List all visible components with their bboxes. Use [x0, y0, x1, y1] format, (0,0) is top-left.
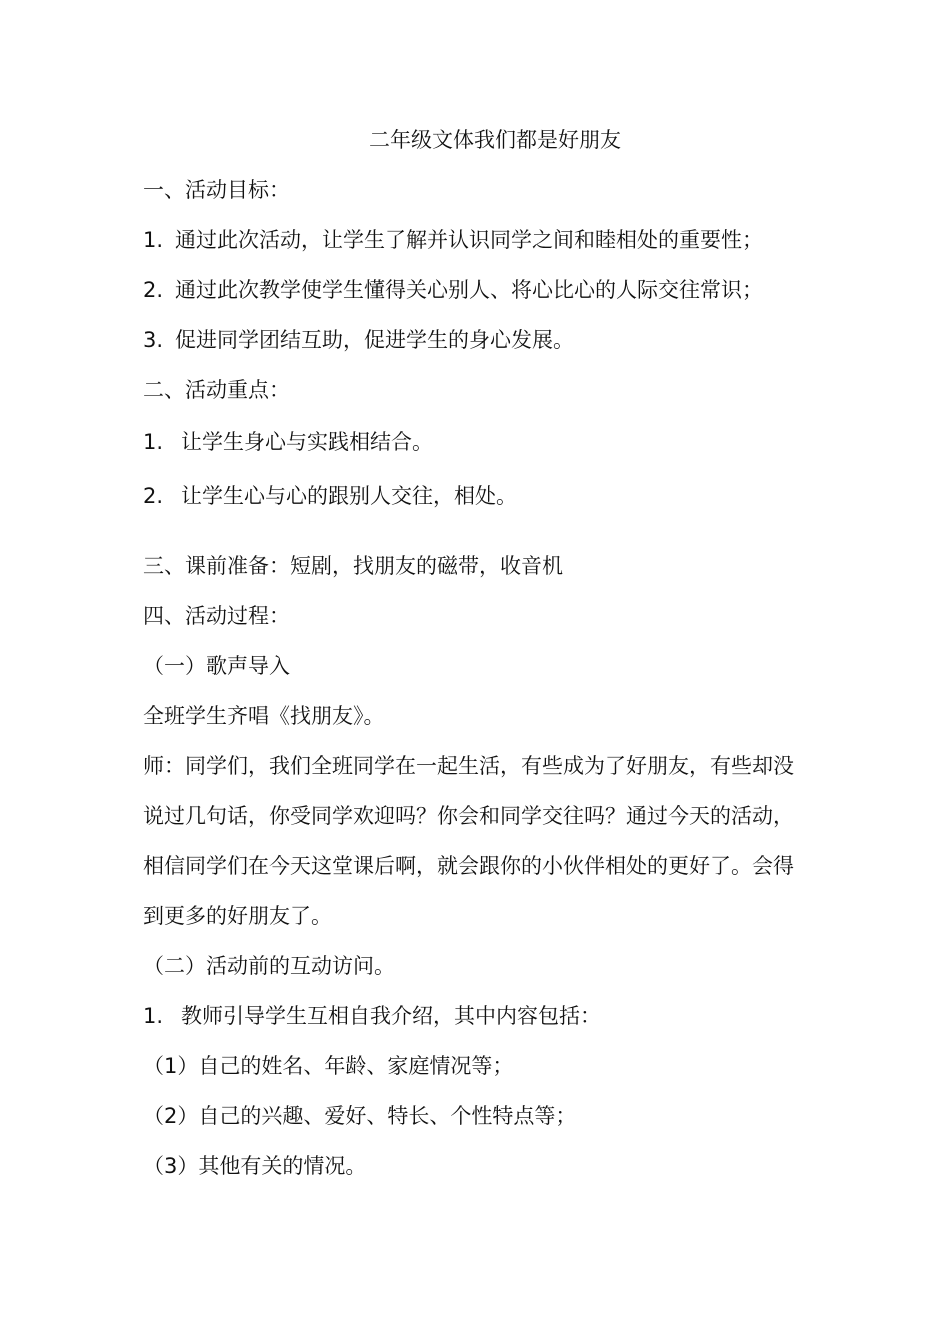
section-heading-process: 四、活动过程： [143, 604, 290, 628]
focus-item [143, 482, 517, 510]
section-heading-focus: 二、活动重点： [143, 378, 290, 402]
goal-item-text: 促进同学团结互助，促进学生的身心发展。 [175, 328, 574, 352]
focus-item-text: 让学生身心与实践相结合。 [181, 430, 433, 454]
section-heading-goals: 一、活动目标： [143, 178, 290, 202]
focus-item-number: 2. [143, 484, 164, 508]
paragraph: 全班学生齐唱《找朋友》。 [143, 704, 385, 728]
paragraph-line: 说过几句话，你受同学欢迎吗？你会和同学交往吗？通过今天的活动， [143, 804, 794, 828]
goal-item-number: 3. [143, 328, 164, 352]
subsection-heading-song: （一）歌声导入 [143, 654, 290, 678]
paragraph-line: 相信同学们在今天这堂课后啊，就会跟你的小伙伴相处的更好了。会得 [143, 854, 794, 878]
interview-subitem: （2）自己的兴趣、爱好、特长、个性特点等； [143, 1104, 577, 1128]
subsection-heading-interview: （二）活动前的互动访问。 [143, 954, 395, 978]
interview-item-number: 1. [143, 1004, 164, 1028]
interview-subitem: （1）自己的姓名、年龄、家庭情况等； [143, 1054, 514, 1078]
goal-item [143, 326, 574, 354]
interview-item [143, 1002, 601, 1030]
interview-item-text: 教师引导学生互相自我介绍，其中内容包括： [181, 1004, 601, 1028]
goal-item [143, 226, 763, 254]
document-title: 二年级文体我们都是好朋友 [369, 128, 621, 152]
focus-item-number: 1. [143, 430, 164, 454]
paragraph-line: 到更多的好朋友了。 [143, 904, 332, 928]
goal-item [143, 276, 763, 304]
focus-item-text: 让学生心与心的跟别人交往，相处。 [181, 484, 517, 508]
goal-item-number: 1. [143, 228, 164, 252]
section-heading-preparation: 三、课前准备：短剧，找朋友的磁带，收音机 [143, 554, 563, 578]
focus-item [143, 428, 433, 456]
goal-item-number: 2. [143, 278, 164, 302]
goal-item-text: 通过此次教学使学生懂得关心别人、将心比心的人际交往常识； [175, 278, 763, 302]
interview-subitem: （3）其他有关的情况。 [143, 1154, 367, 1178]
paragraph-line: 师：同学们，我们全班同学在一起生活，有些成为了好朋友，有些却没 [143, 754, 794, 778]
goal-item-text: 通过此次活动，让学生了解并认识同学之间和睦相处的重要性； [175, 228, 763, 252]
